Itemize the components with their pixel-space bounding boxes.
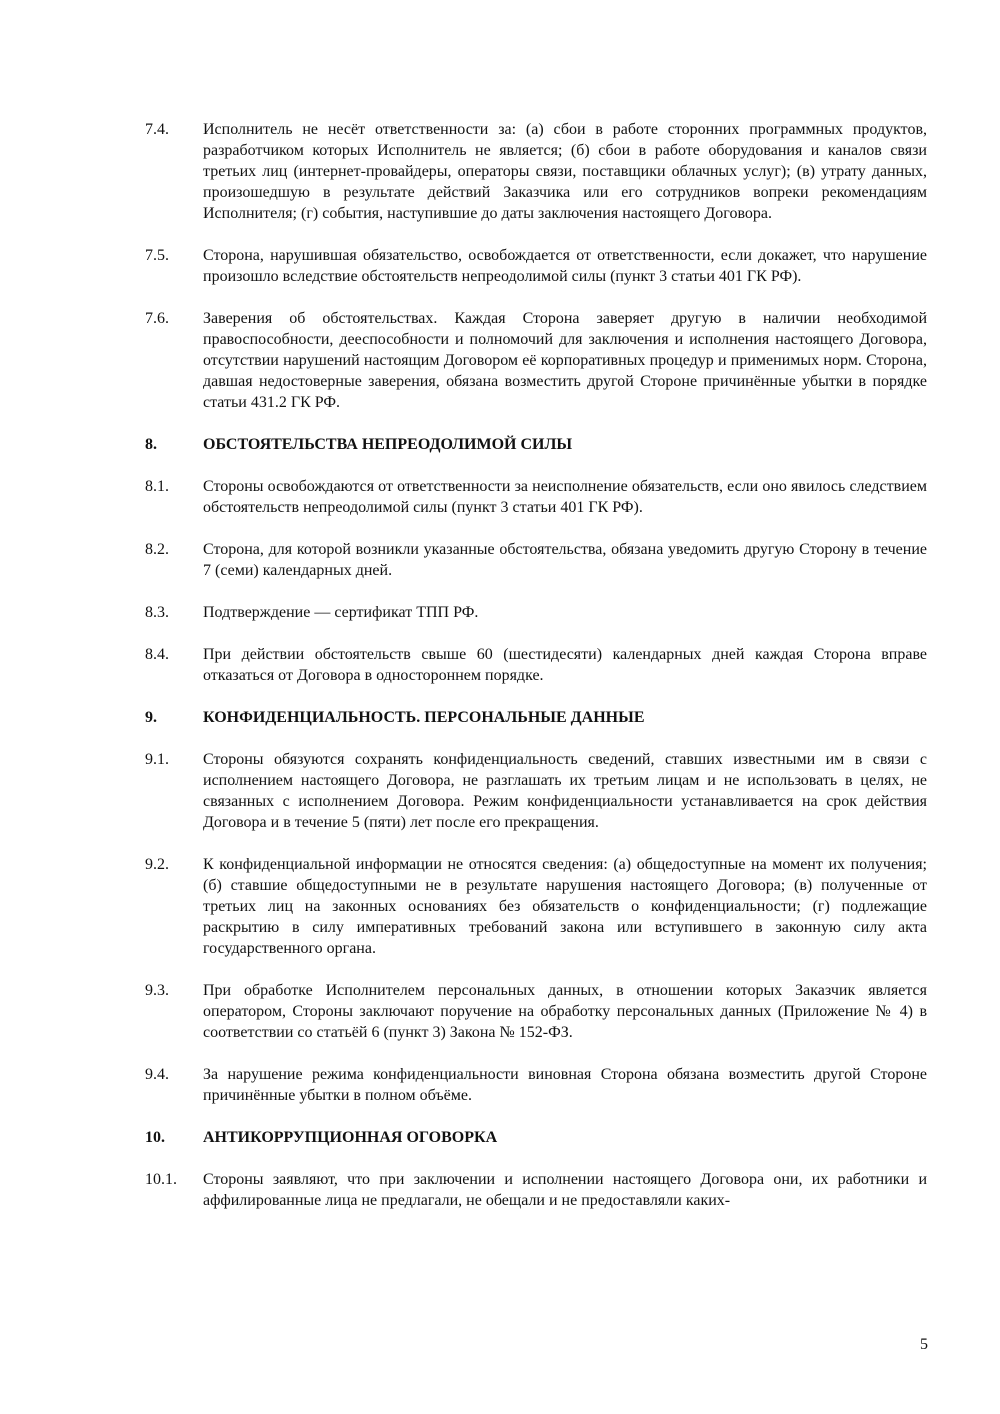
document-page xyxy=(145,119,927,1232)
clause-number: 10.1. xyxy=(145,1171,177,1188)
clause-number: 7.6. xyxy=(145,310,169,327)
clause-number: 8.4. xyxy=(145,646,169,663)
page-number: 5 xyxy=(920,1336,928,1353)
clause-text: При обработке Исполнителем персональных данных, в отношении которых Заказчик является оператором, Стороны заключают поручение на обработку персональных данных (Приложение № 4) в соответствии со статьёй 6 (пункт 3) Закона № 152-ФЗ. xyxy=(203,982,927,1041)
clause-number: 9.3. xyxy=(145,982,169,999)
clause-7-6 xyxy=(145,308,927,413)
clause-text: Стороны заявляют, что при заключении и исполнении настоящего Договора они, их работники и аффилированные лица не предлагали, не обещали и не предоставляли каких- xyxy=(203,1171,927,1209)
clause-text: Заверения об обстоятельствах. Каждая Сторона заверяет другую в наличии необходимой правоспособности, дееспособности и полномочий для заключения и исполнения настоящего Договора, отсутствии нарушений настоящим Договором её корпоративных процедур и применимых норм. Сторона, давшая недостоверные заверения, обязана возместить другой Стороне причинённые убытки в порядке статьи 431.2 ГК РФ. xyxy=(203,310,927,411)
section-heading-10 xyxy=(145,1127,927,1148)
section-number: 8. xyxy=(145,436,157,453)
clause-text: Стороны обязуются сохранять конфиденциальность сведений, ставших известными им в связи с исполнением настоящего Договора, не разглашать их третьим лицам и не использовать в целях, не связанных с исполнением Договора. Режим конфиденциальности устанавливается на срок действия Договора и в течение 5 (пяти) лет после его прекращения. xyxy=(203,751,927,831)
clause-9-2 xyxy=(145,854,927,959)
clause-8-2 xyxy=(145,539,927,581)
clause-10-1 xyxy=(145,1169,927,1211)
clause-text: Стороны освобождаются от ответственности за неисполнение обязательств, если оно явилось следствием обстоятельств непреодолимой силы (пункт 3 статьи 401 ГК РФ). xyxy=(203,478,927,516)
section-title: ОБСТОЯТЕЛЬСТВА НЕПРЕОДОЛИМОЙ СИЛЫ xyxy=(203,436,573,453)
clause-text: Подтверждение — сертификат ТПП РФ. xyxy=(203,604,479,621)
clause-number: 9.4. xyxy=(145,1066,169,1083)
clause-text: Исполнитель не несёт ответственности за: (а) сбои в работе сторонних программных продуктов, разработчиком которых Исполнитель не является; (б) сбои в работе оборудования и каналов связи третьих лиц (интернет-провайдеры, операторы связи, поставщики облачных услуг); (в) утрату данных, произошедшую в результате действий Заказчика или его сотрудников вопреки рекомендациям Исполнителя; (г) события, наступившие до даты заключения настоящего Договора. xyxy=(203,121,927,222)
clause-text: При действии обстоятельств свыше 60 (шестидесяти) календарных дней каждая Сторона вправе отказаться от Договора в одностороннем порядке. xyxy=(203,646,927,684)
clause-number: 7.5. xyxy=(145,247,169,264)
clause-8-1 xyxy=(145,476,927,518)
section-heading-9 xyxy=(145,707,927,728)
clause-number: 8.2. xyxy=(145,541,169,558)
clause-text: Сторона, нарушившая обязательство, освобождается от ответственности, если докажет, что нарушение произошло вследствие обстоятельств непреодолимой силы (пункт 3 статьи 401 ГК РФ). xyxy=(203,247,927,285)
clause-8-4 xyxy=(145,644,927,686)
section-heading-8 xyxy=(145,434,927,455)
section-title: КОНФИДЕНЦИАЛЬНОСТЬ. ПЕРСОНАЛЬНЫЕ ДАННЫЕ xyxy=(203,709,645,726)
section-number: 9. xyxy=(145,709,157,726)
clause-9-1 xyxy=(145,749,927,833)
clause-number: 9.2. xyxy=(145,856,169,873)
clause-number: 7.4. xyxy=(145,121,169,138)
clause-text: За нарушение режима конфиденциальности виновная Сторона обязана возместить другой Стороне причинённые убытки в полном объёме. xyxy=(203,1066,927,1104)
section-number: 10. xyxy=(145,1129,165,1146)
clause-text: Сторона, для которой возникли указанные обстоятельства, обязана уведомить другую Сторону в течение 7 (семи) календарных дней. xyxy=(203,541,927,579)
clause-text: К конфиденциальной информации не относятся сведения: (а) общедоступные на момент их получения; (б) ставшие общедоступными не в результате нарушения настоящего Договора; (в) полученные от третьих лиц на законных основаниях без обязательств о конфиденциальности; (г) подлежащие раскрытию в силу императивных требований закона или вступившего в законную силу акта государственного органа. xyxy=(203,856,927,957)
clause-7-5 xyxy=(145,245,927,287)
section-title: АНТИКОРРУПЦИОННАЯ ОГОВОРКА xyxy=(203,1129,498,1146)
clause-8-3 xyxy=(145,602,927,623)
clause-number: 8.3. xyxy=(145,604,169,621)
clause-number: 9.1. xyxy=(145,751,169,768)
clause-9-4 xyxy=(145,1064,927,1106)
clause-number: 8.1. xyxy=(145,478,169,495)
clause-9-3 xyxy=(145,980,927,1043)
clause-7-4 xyxy=(145,119,927,224)
